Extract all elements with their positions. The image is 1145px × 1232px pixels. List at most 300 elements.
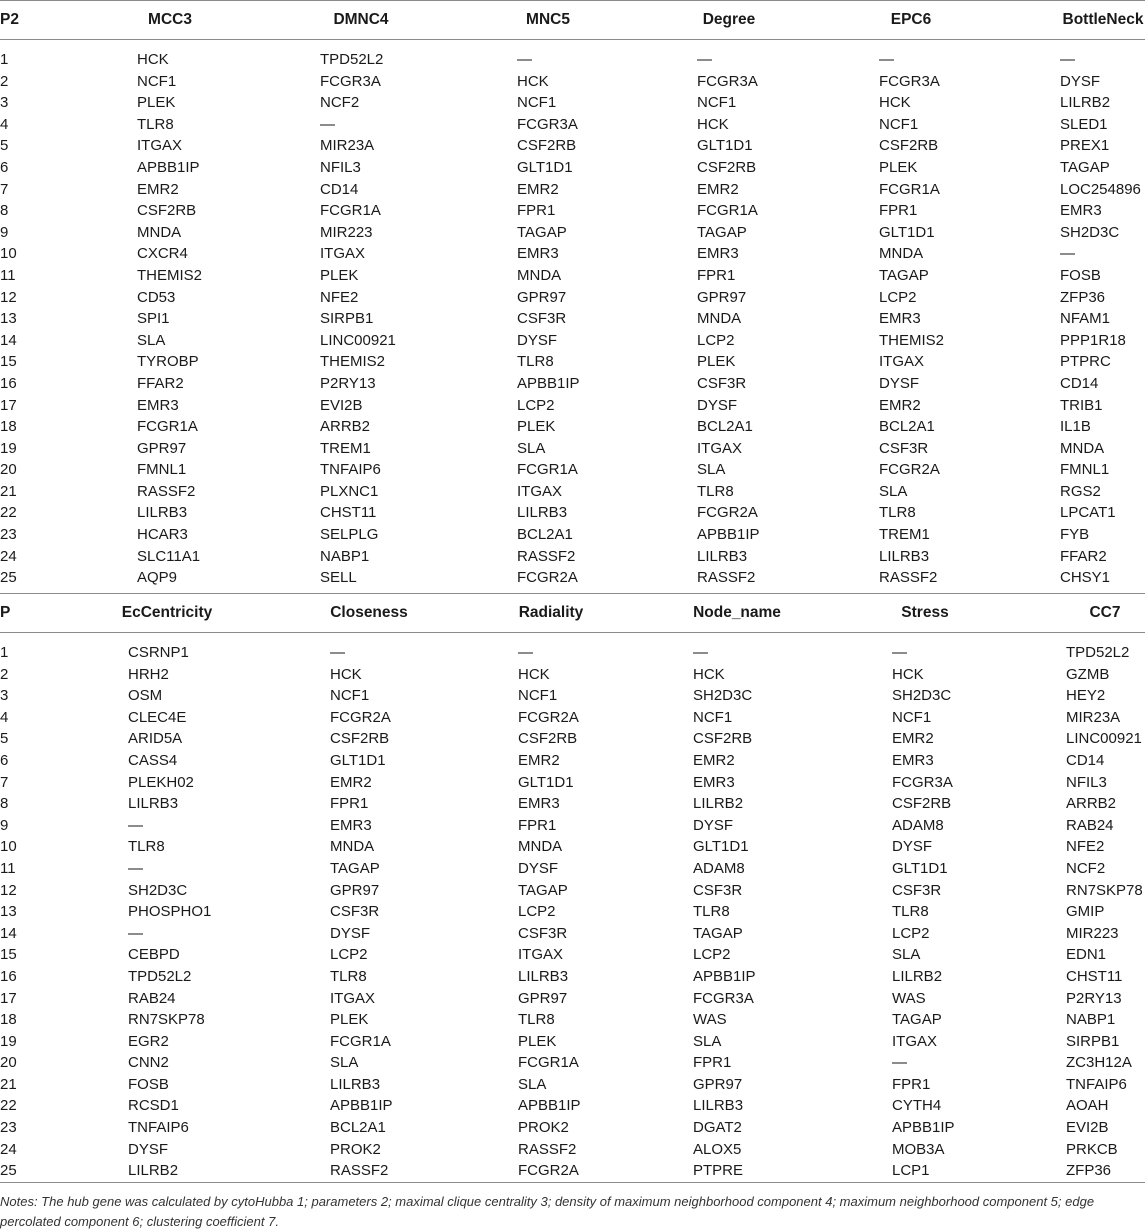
rank-cell: 8 <box>0 202 9 220</box>
gene-cell: FCGR1A <box>320 202 381 220</box>
hub-gene-table-2 <box>0 593 1145 1183</box>
gene-cell: FPR1 <box>693 1054 732 1072</box>
gene-cell: PLEK <box>879 158 918 176</box>
table-2-header <box>0 593 1145 633</box>
gene-cell: BCL2A1 <box>879 418 935 436</box>
gene-cell: TLR8 <box>518 1011 555 1029</box>
gene-cell: THEMIS2 <box>320 353 386 371</box>
gene-cell: — <box>128 924 143 942</box>
gene-cell: EGR2 <box>128 1032 169 1050</box>
gene-cell: SIRPB1 <box>320 310 374 328</box>
gene-cell: PLEK <box>697 353 736 371</box>
rank-cell: 8 <box>0 795 9 813</box>
column-header: MNC5 <box>526 11 570 28</box>
gene-cell: TNFAIP6 <box>128 1119 189 1137</box>
gene-cell: MOB3A <box>892 1140 945 1158</box>
gene-cell: DYSF <box>517 331 558 349</box>
rank-cell: 2 <box>0 665 9 683</box>
table-1-body <box>0 40 1145 589</box>
gene-cell: ADAM8 <box>693 859 745 877</box>
rank-cell: 22 <box>0 1097 17 1115</box>
column-header: CC7 <box>1089 604 1121 621</box>
gene-cell: MIR23A <box>1066 708 1121 726</box>
gene-cell: SLC11A1 <box>137 547 201 565</box>
rank-cell: 10 <box>0 245 17 263</box>
gene-cell: EMR2 <box>137 180 179 198</box>
table-row <box>0 222 1145 244</box>
gene-cell: SELL <box>320 569 357 587</box>
table-row <box>0 502 1145 524</box>
gene-cell: TAGAP <box>892 1011 942 1029</box>
rank-cell: 10 <box>0 838 17 856</box>
gene-cell: HCK <box>697 115 729 133</box>
rank-cell: 4 <box>0 708 9 726</box>
gene-cell: SH2D3C <box>128 881 188 899</box>
gene-cell: CASS4 <box>128 751 178 769</box>
gene-cell: PLEK <box>330 1011 369 1029</box>
gene-cell: APBB1IP <box>518 1097 581 1115</box>
gene-cell: EVI2B <box>320 396 363 414</box>
gene-cell: EMR2 <box>518 751 560 769</box>
gene-cell: RASSF2 <box>330 1162 389 1180</box>
gene-cell: CD14 <box>320 180 359 198</box>
gene-cell: LILRB2 <box>128 1162 179 1180</box>
rank-cell: 18 <box>0 418 17 436</box>
gene-cell: NABP1 <box>1066 1011 1116 1029</box>
gene-cell: SLA <box>518 1075 547 1093</box>
rank-cell: 24 <box>0 547 17 565</box>
gene-cell: FCGR1A <box>517 461 578 479</box>
gene-cell: WAS <box>892 989 926 1007</box>
gene-cell: MNDA <box>517 266 562 284</box>
gene-cell: SELPLG <box>320 526 379 544</box>
gene-cell: TLR8 <box>517 353 554 371</box>
gene-cell: TNFAIP6 <box>1066 1075 1127 1093</box>
gene-cell: NCF1 <box>517 94 557 112</box>
gene-cell: MNDA <box>697 310 742 328</box>
gene-cell: EMR3 <box>892 751 934 769</box>
rank-cell: 17 <box>0 989 17 1007</box>
gene-cell: NCF1 <box>330 687 370 705</box>
gene-cell: GLT1D1 <box>330 751 386 769</box>
table-row <box>0 988 1145 1010</box>
gene-cell: SLA <box>879 482 908 500</box>
gene-cell: LILRB2 <box>1060 94 1111 112</box>
gene-cell: GPR97 <box>518 989 568 1007</box>
gene-cell: MNDA <box>518 838 563 856</box>
gene-cell: RAB24 <box>1066 816 1114 834</box>
rank-cell: 19 <box>0 439 17 457</box>
gene-cell: GPR97 <box>517 288 567 306</box>
column-header: BottleNeck <box>1062 11 1144 28</box>
gene-cell: EMR3 <box>330 816 372 834</box>
gene-cell: TREM1 <box>879 526 930 544</box>
table-row <box>0 243 1145 265</box>
table-row <box>0 395 1145 417</box>
gene-cell: RAB24 <box>128 989 176 1007</box>
gene-cell: NFE2 <box>1066 838 1105 856</box>
gene-cell: TREM1 <box>320 439 371 457</box>
rank-cell: 7 <box>0 180 9 198</box>
gene-cell: EMR2 <box>517 180 559 198</box>
rank-cell: 9 <box>0 223 9 241</box>
gene-cell: TAGAP <box>879 266 929 284</box>
gene-cell: ITGAX <box>879 353 925 371</box>
gene-cell: HCK <box>892 665 924 683</box>
gene-cell: CSF3R <box>693 881 743 899</box>
gene-cell: LINC00921 <box>1066 730 1142 748</box>
rank-cell: 25 <box>0 1162 17 1180</box>
gene-cell: SH2D3C <box>693 687 753 705</box>
gene-cell: FPR1 <box>517 202 556 220</box>
gene-cell: EMR2 <box>693 751 735 769</box>
gene-cell: PREX1 <box>1060 137 1110 155</box>
table-bottom-rule <box>0 1182 1145 1183</box>
gene-cell: HCK <box>137 51 169 68</box>
gene-cell: FCGR2A <box>879 461 940 479</box>
gene-cell: FOSB <box>128 1075 169 1093</box>
gene-cell: WAS <box>693 1011 727 1029</box>
table-notes: Notes: The hub gene was calculated by cytoHubba 1; parameters 2; maximal clique centrality 3; density of maximum neighborhood component 4; maximum neighborhood component 5; edge percolated component 6; clustering coefficient 7. <box>0 1194 1095 1229</box>
gene-cell: TPD52L2 <box>320 51 384 68</box>
table-row <box>0 966 1145 988</box>
gene-cell: IL1B <box>1060 418 1091 436</box>
gene-cell: THEMIS2 <box>879 331 945 349</box>
gene-cell: CSF2RB <box>518 730 578 748</box>
rank-cell: 1 <box>0 644 9 661</box>
rank-cell: 5 <box>0 730 9 748</box>
gene-cell: FMNL1 <box>137 461 187 479</box>
gene-cell: FCGR1A <box>518 1054 579 1072</box>
gene-cell: NFE2 <box>320 288 359 306</box>
gene-cell: DYSF <box>697 396 738 414</box>
gene-cell: CSF2RB <box>693 730 753 748</box>
gene-cell: DYSF <box>1060 72 1101 90</box>
column-header: MCC3 <box>148 11 192 28</box>
gene-cell: CNN2 <box>128 1054 169 1072</box>
table-row <box>0 179 1145 201</box>
gene-cell: GZMB <box>1066 665 1110 683</box>
gene-cell: CSF3R <box>330 903 380 921</box>
gene-cell: EMR3 <box>697 245 739 263</box>
table-row <box>0 546 1145 568</box>
gene-cell: CSF2RB <box>330 730 390 748</box>
rank-cell: 21 <box>0 1075 17 1093</box>
rank-cell: 16 <box>0 967 17 985</box>
rank-cell: 7 <box>0 773 9 791</box>
table-row <box>0 373 1145 395</box>
gene-cell: FCGR3A <box>892 773 953 791</box>
gene-cell: LPCAT1 <box>1060 504 1116 522</box>
column-header: P <box>0 604 11 621</box>
gene-cell: DYSF <box>330 924 371 942</box>
gene-cell: FPR1 <box>892 1075 931 1093</box>
gene-cell: CSRNP1 <box>128 644 189 661</box>
table-row <box>0 923 1145 945</box>
gene-cell: TLR8 <box>330 967 367 985</box>
gene-cell: PROK2 <box>330 1140 381 1158</box>
gene-cell: NCF1 <box>879 115 919 133</box>
gene-cell: ADAM8 <box>892 816 944 834</box>
gene-cell: TAGAP <box>1060 158 1110 176</box>
column-header: EcCentricity <box>121 604 213 621</box>
table-1-header <box>0 0 1145 40</box>
gene-cell: FCGR3A <box>879 72 940 90</box>
gene-cell: TAGAP <box>330 859 380 877</box>
gene-cell: APBB1IP <box>137 158 200 176</box>
table-row <box>0 772 1145 794</box>
gene-cell: FPR1 <box>330 795 369 813</box>
gene-cell: NABP1 <box>320 547 370 565</box>
gene-cell: — <box>693 644 708 661</box>
gene-cell: AQP9 <box>137 569 178 587</box>
column-header: P2 <box>0 11 19 28</box>
rank-cell: 15 <box>0 353 17 371</box>
gene-cell: GPR97 <box>697 288 747 306</box>
gene-cell: — <box>518 644 533 661</box>
gene-cell: CSF3R <box>518 924 568 942</box>
gene-cell: SLED1 <box>1060 115 1108 133</box>
gene-cell: CSF2RB <box>879 137 939 155</box>
gene-cell: ITGAX <box>330 989 376 1007</box>
gene-cell: P2RY13 <box>1066 989 1122 1007</box>
rank-cell: 11 <box>0 266 16 284</box>
table-row <box>0 157 1145 179</box>
gene-cell: ARRB2 <box>1066 795 1117 813</box>
gene-cell: CD14 <box>1060 374 1099 392</box>
gene-cell: NCF2 <box>320 94 360 112</box>
gene-cell: APBB1IP <box>517 374 580 392</box>
gene-cell: SPI1 <box>137 310 170 328</box>
gene-cell: FCGR3A <box>517 115 578 133</box>
gene-cell: ITGAX <box>320 245 366 263</box>
gene-cell: HCK <box>693 665 725 683</box>
table-row <box>0 265 1145 287</box>
gene-cell: GPR97 <box>330 881 380 899</box>
rank-cell: 3 <box>0 687 9 705</box>
gene-cell: FFAR2 <box>1060 547 1107 565</box>
gene-cell: MNDA <box>137 223 182 241</box>
gene-cell: TLR8 <box>879 504 916 522</box>
gene-cell: GLT1D1 <box>693 838 749 856</box>
gene-cell: ALOX5 <box>693 1140 742 1158</box>
gene-cell: NFIL3 <box>320 158 361 176</box>
gene-cell: CXCR4 <box>137 245 188 263</box>
gene-cell: ARID5A <box>128 730 183 748</box>
gene-cell: PTPRE <box>693 1162 744 1180</box>
gene-cell: NCF1 <box>697 94 737 112</box>
column-header: Degree <box>702 11 756 28</box>
gene-cell: NCF1 <box>137 72 177 90</box>
gene-cell: FFAR2 <box>137 374 184 392</box>
gene-cell: PRKCB <box>1066 1140 1118 1158</box>
table-row <box>0 308 1145 330</box>
table-row <box>0 1052 1145 1074</box>
gene-cell: FCGR3A <box>693 989 754 1007</box>
gene-cell: CSF2RB <box>517 137 577 155</box>
gene-cell: TAGAP <box>518 881 568 899</box>
gene-cell: HCK <box>330 665 362 683</box>
gene-cell: CHST11 <box>320 504 377 522</box>
rank-cell: 23 <box>0 1119 17 1137</box>
gene-cell: HCK <box>518 665 550 683</box>
gene-cell: — <box>320 115 335 133</box>
gene-cell: TAGAP <box>697 223 747 241</box>
table-row <box>0 135 1145 157</box>
gene-cell: HCK <box>517 72 549 90</box>
table-row <box>0 858 1145 880</box>
table-2-body <box>0 633 1145 1182</box>
gene-cell: — <box>330 644 345 661</box>
gene-cell: LCP2 <box>693 946 731 964</box>
gene-cell: CSF2RB <box>137 202 197 220</box>
gene-cell: CSF3R <box>517 310 567 328</box>
gene-cell: TLR8 <box>697 482 734 500</box>
gene-cell: CHST11 <box>1066 967 1123 985</box>
gene-cell: EMR3 <box>1060 202 1102 220</box>
gene-cell: ITGAX <box>697 439 743 457</box>
gene-cell: CEBPD <box>128 946 180 964</box>
gene-cell: PPP1R18 <box>1060 331 1126 349</box>
gene-cell: LILRB3 <box>137 504 188 522</box>
gene-cell: FCGR2A <box>697 504 758 522</box>
gene-cell: LCP2 <box>892 924 930 942</box>
gene-cell: ZFP36 <box>1060 288 1106 306</box>
gene-cell: EMR2 <box>330 773 372 791</box>
gene-cell: GLT1D1 <box>697 137 753 155</box>
gene-cell: RN7SKP78 <box>1066 881 1143 899</box>
table-row <box>0 664 1145 686</box>
gene-cell: LILRB3 <box>330 1075 381 1093</box>
gene-cell: ZFP36 <box>1066 1162 1112 1180</box>
gene-cell: LCP2 <box>697 331 735 349</box>
gene-cell: GLT1D1 <box>518 773 574 791</box>
gene-cell: EMR3 <box>137 396 179 414</box>
table-row <box>0 1031 1145 1053</box>
gene-cell: LOC254896 <box>1060 180 1141 198</box>
gene-cell: CSF2RB <box>892 795 952 813</box>
gene-cell: DYSF <box>128 1140 169 1158</box>
gene-cell: SLA <box>137 331 166 349</box>
gene-cell: MNDA <box>330 838 375 856</box>
gene-cell: DYSF <box>892 838 933 856</box>
table-row <box>0 1074 1145 1096</box>
gene-cell: EDN1 <box>1066 946 1107 964</box>
gene-cell: MIR223 <box>1066 924 1119 942</box>
gene-cell: PLEKH02 <box>128 773 194 791</box>
gene-cell: — <box>892 644 907 661</box>
table-row <box>0 438 1145 460</box>
gene-cell: — <box>892 1054 907 1072</box>
gene-cell: TNFAIP6 <box>320 461 381 479</box>
gene-cell: BCL2A1 <box>517 526 573 544</box>
gene-cell: LCP2 <box>518 903 556 921</box>
rank-cell: 15 <box>0 946 17 964</box>
gene-cell: RASSF2 <box>697 569 756 587</box>
gene-cell: ZC3H12A <box>1066 1054 1132 1072</box>
gene-cell: FOSB <box>1060 266 1101 284</box>
gene-cell: MNDA <box>1060 439 1105 457</box>
rank-cell: 13 <box>0 310 17 328</box>
column-header: Node_name <box>693 604 781 621</box>
gene-cell: GLT1D1 <box>892 859 948 877</box>
gene-cell: — <box>1060 245 1075 263</box>
gene-cell: FMNL1 <box>1060 461 1110 479</box>
column-header: DMNC4 <box>333 11 389 28</box>
gene-cell: APBB1IP <box>892 1119 955 1137</box>
rank-cell: 6 <box>0 751 9 769</box>
gene-cell: NCF2 <box>1066 859 1106 877</box>
gene-cell: HCAR3 <box>137 526 188 544</box>
gene-cell: TLR8 <box>128 838 165 856</box>
gene-cell: GLT1D1 <box>879 223 935 241</box>
gene-cell: LCP2 <box>517 396 555 414</box>
table-row <box>0 416 1145 438</box>
table-row <box>0 815 1145 837</box>
gene-cell: CYTH4 <box>892 1097 942 1115</box>
gene-cell: — <box>128 816 143 834</box>
gene-cell: SLA <box>330 1054 359 1072</box>
rank-cell: 1 <box>0 51 9 68</box>
gene-cell: P2RY13 <box>320 374 376 392</box>
gene-cell: FCGR1A <box>697 202 758 220</box>
gene-cell: EMR2 <box>697 180 739 198</box>
gene-cell: SIRPB1 <box>1066 1032 1120 1050</box>
table-row <box>0 793 1145 815</box>
gene-cell: EVI2B <box>1066 1119 1109 1137</box>
rank-cell: 17 <box>0 396 17 414</box>
gene-cell: RGS2 <box>1060 482 1101 500</box>
gene-cell: SLA <box>892 946 921 964</box>
rank-cell: 13 <box>0 903 17 921</box>
gene-cell: RN7SKP78 <box>128 1011 205 1029</box>
gene-cell: EMR2 <box>879 396 921 414</box>
table-row <box>0 685 1145 707</box>
table-row <box>0 836 1145 858</box>
gene-cell: FCGR2A <box>517 569 578 587</box>
gene-cell: CSF3R <box>892 881 942 899</box>
gene-cell: FPR1 <box>518 816 557 834</box>
gene-cell: LCP2 <box>330 946 368 964</box>
rank-cell: 16 <box>0 374 17 392</box>
gene-cell: EMR3 <box>693 773 735 791</box>
gene-cell: NCF1 <box>693 708 733 726</box>
gene-cell: TRIB1 <box>1060 396 1103 414</box>
rank-cell: 18 <box>0 1011 17 1029</box>
table-row <box>0 92 1145 114</box>
table-row <box>0 707 1145 729</box>
gene-cell: LILRB2 <box>693 795 744 813</box>
gene-cell: DYSF <box>879 374 920 392</box>
gene-cell: FYB <box>1060 526 1090 544</box>
gene-cell: FPR1 <box>697 266 736 284</box>
table-row <box>0 114 1145 136</box>
table-row <box>0 642 1145 664</box>
gene-cell: NCF1 <box>518 687 558 705</box>
gene-cell: SH2D3C <box>892 687 952 705</box>
gene-cell: GMIP <box>1066 903 1105 921</box>
gene-cell: CSF3R <box>697 374 747 392</box>
gene-cell: MIR23A <box>320 137 375 155</box>
table-row <box>0 1095 1145 1117</box>
gene-cell: LILRB3 <box>697 547 748 565</box>
gene-cell: — <box>517 51 532 68</box>
gene-cell: RASSF2 <box>518 1140 577 1158</box>
gene-cell: CSF2RB <box>697 158 757 176</box>
gene-cell: TPD52L2 <box>128 967 192 985</box>
gene-cell: FCGR1A <box>879 180 940 198</box>
rank-cell: 25 <box>0 569 17 587</box>
